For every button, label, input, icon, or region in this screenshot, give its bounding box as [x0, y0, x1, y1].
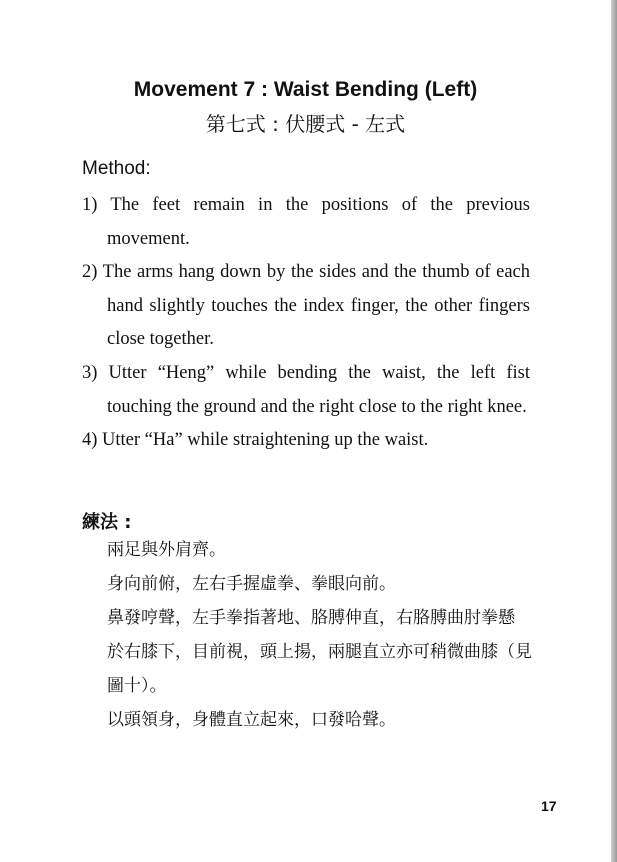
chinese-method-text [107, 533, 531, 737]
chinese-line-2: 身向前俯，左右手握虛拳、拳眼向前。 [107, 574, 396, 594]
method-step-1: 1) The feet remain in the positions of the previous movement. [82, 195, 530, 249]
chinese-line-5: 圖十）。 [107, 676, 167, 696]
page-number: 17 [541, 798, 557, 814]
chinese-line-3: 鼻發哼聲，左手拳指著地、胳膊伸直，右胳膊曲肘拳懸 [107, 608, 515, 628]
method-step-2: 2) The arms hang down by the sides and the thumb of each hand slightly touches the index finger, the other fingers close together. [82, 262, 530, 350]
method-step-3: 3) Utter “Heng” while bending the waist, the left fist touching the ground and the right close to the right knee. [82, 362, 530, 417]
chinese-line-1: 兩足與外肩齊。 [107, 540, 226, 560]
method-steps-list [82, 189, 530, 458]
method-step-4: 4) Utter “Ha” while straightening up the waist. [82, 430, 429, 451]
chinese-line-4: 於右膝下，目前視，頭上揚，兩腿直立亦可稍微曲膝（見 [107, 642, 532, 662]
title-chinese: 第七式 : 伏腰式 - 左式 [205, 112, 406, 136]
page-edge-shadow [611, 0, 617, 862]
chinese-method-heading: 練法 : [82, 512, 132, 533]
chinese-line-6: 以頭領身，身體直立起來，口發哈聲。 [107, 710, 396, 730]
method-heading: Method: [82, 158, 151, 179]
title-english: Movement 7 : Waist Bending (Left) [133, 78, 478, 101]
